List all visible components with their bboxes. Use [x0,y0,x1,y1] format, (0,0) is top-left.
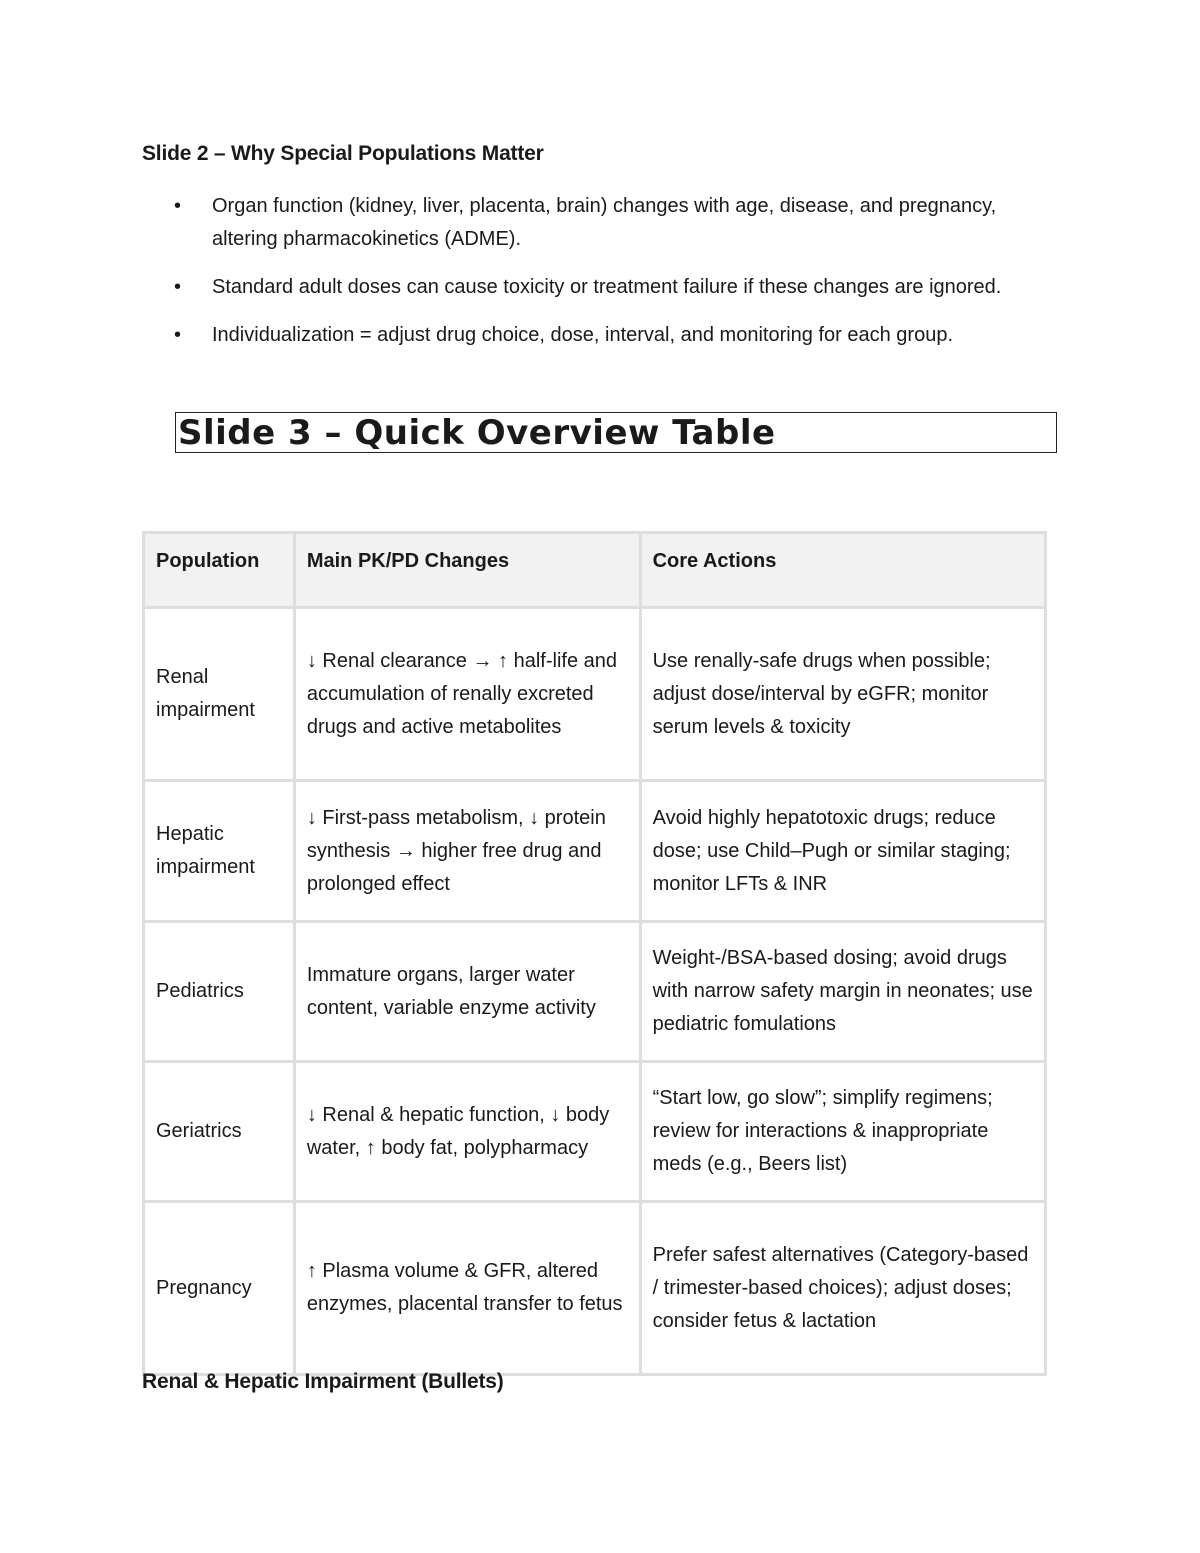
column-header-core-actions: Core Actions [640,533,1045,608]
list-item: • Individualization = adjust drug choice, dose, interval, and monitoring for each group. [142,319,1062,352]
core-actions-cell: “Start low, go slow”; simplify regimens; review for interactions & inappropriate meds (e.g., Beers list) [640,1062,1045,1202]
renal-hepatic-heading: Renal & Hepatic Impairment (Bullets) [142,1370,504,1393]
population-cell: Hepatic impairment [144,781,295,922]
table-row [144,781,1046,922]
population-cell: Geriatrics [144,1062,295,1202]
core-actions-cell: Weight-/BSA-based dosing; avoid drugs with narrow safety margin in neonates; use pediatric fomulations [640,922,1045,1062]
list-item: • Organ function (kidney, liver, placenta, brain) changes with age, disease, and pregnancy, altering pharmacokinetics (ADME). [142,190,1062,256]
column-header-population: Population [144,533,295,608]
population-cell: Renal impairment [144,608,295,781]
slide2-heading: Slide 2 – Why Special Populations Matter [142,142,544,165]
population-cell: Pregnancy [144,1202,295,1375]
slide2-bullet-list [142,190,1062,367]
core-actions-cell: Prefer safest alternatives (Category-based / trimester-based choices); adjust doses; consider fetus & lactation [640,1202,1045,1375]
table-row [144,922,1046,1062]
pkpd-changes-cell: Immature organs, larger water content, variable enzyme activity [294,922,640,1062]
population-cell: Pediatrics [144,922,295,1062]
overview-table [142,531,1047,1376]
list-item: • Standard adult doses can cause toxicity or treatment failure if these changes are ignored. [142,271,1062,304]
core-actions-cell: Use renally-safe drugs when possible; adjust dose/interval by eGFR; monitor serum levels & toxicity [640,608,1045,781]
pkpd-changes-cell: ↓ Renal & hepatic function, ↓ body water, ↑ body fat, polypharmacy [294,1062,640,1202]
pkpd-changes-cell: ↓ First-pass metabolism, ↓ protein synthesis → higher free drug and prolonged effect [294,781,640,922]
table-header-row [144,533,1046,608]
slide3-heading: Slide 3 – Quick Overview Table [175,412,1057,453]
core-actions-cell: Avoid highly hepatotoxic drugs; reduce dose; use Child–Pugh or similar staging; monitor LFTs & INR [640,781,1045,922]
column-header-pkpd-changes: Main PK/PD Changes [294,533,640,608]
pkpd-changes-cell: ↑ Plasma volume & GFR, altered enzymes, placental transfer to fetus [294,1202,640,1375]
table-row [144,1202,1046,1375]
table-row [144,1062,1046,1202]
pkpd-changes-cell: ↓ Renal clearance → ↑ half-life and accumulation of renally excreted drugs and active metabolites [294,608,640,781]
table-row [144,608,1046,781]
